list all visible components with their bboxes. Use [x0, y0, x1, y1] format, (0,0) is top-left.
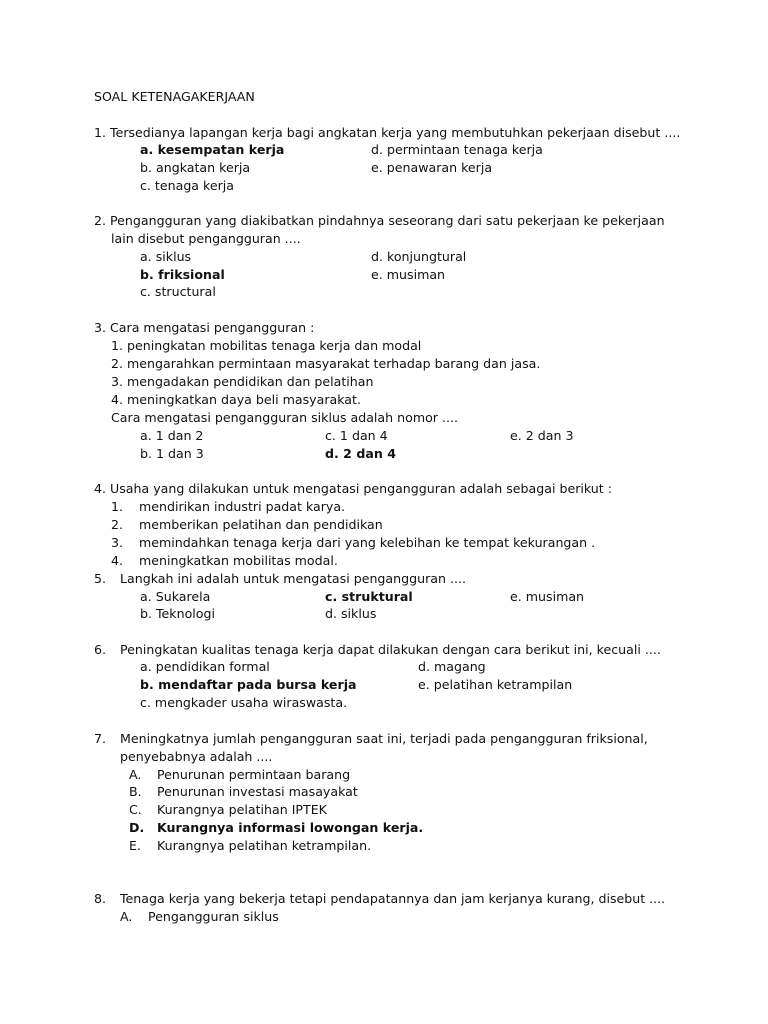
q7-option-letter: B.	[129, 784, 142, 799]
q4-item-text: memindahkan tenaga kerja dari yang kelebihan ke tempat kekurangan .	[139, 535, 596, 550]
q7-option-letter: C.	[129, 802, 142, 817]
question-3-text: 3. Cara mengatasi pengangguran :	[94, 320, 315, 335]
question-5-text: Langkah ini adalah untuk mengatasi pengangguran ....	[120, 571, 466, 586]
question-8-number: 8.	[94, 891, 107, 906]
q7-option-text: Kurangnya pelatihan IPTEK	[157, 802, 327, 817]
q3-item-3: 3. mengadakan pendidikan dan pelatihan	[111, 374, 374, 389]
q6-option-d: d. magang	[418, 659, 486, 674]
question-6-number: 6.	[94, 642, 107, 657]
question-4-text: 4. Usaha yang dilakukan untuk mengatasi pengangguran adalah sebagai berikut :	[94, 481, 612, 496]
q1-option-b: b. angkatan kerja	[140, 160, 251, 175]
q3-option-e: e. 2 dan 3	[510, 428, 574, 443]
q1-option-a: a. kesempatan kerja	[140, 142, 285, 157]
q5-option-d: d. siklus	[325, 606, 377, 621]
q3-item-2: 2. mengarahkan permintaan masyarakat terhadap barang dan jasa.	[111, 356, 541, 371]
q2-option-b: b. friksional	[140, 267, 225, 282]
q4-item-num: 2.	[111, 517, 124, 532]
q7-option-letter: A.	[129, 767, 142, 782]
q3-item-1: 1. peningkatan mobilitas tenaga kerja dan modal	[111, 338, 422, 353]
q3-option-b: b. 1 dan 3	[140, 446, 204, 461]
q5-option-b: b. Teknologi	[140, 606, 215, 621]
q7-option-letter: E.	[129, 838, 141, 853]
q1-option-c: c. tenaga kerja	[140, 178, 235, 193]
q1-option-e: e. penawaran kerja	[371, 160, 493, 175]
q6-option-a: a. pendidikan formal	[140, 659, 270, 674]
q6-option-b: b. mendaftar pada bursa kerja	[140, 677, 357, 692]
question-2-text-cont: lain disebut pengangguran ....	[111, 231, 301, 246]
question-7-text-cont: penyebabnya adalah ....	[120, 749, 273, 764]
q4-item-num: 4.	[111, 553, 124, 568]
q7-option-letter: D.	[129, 820, 145, 835]
q5-option-a: a. Sukarela	[140, 589, 211, 604]
q1-option-d: d. permintaan tenaga kerja	[371, 142, 543, 157]
q3-option-d: d. 2 dan 4	[325, 446, 396, 461]
q7-option-text: Penurunan investasi masayakat	[157, 784, 358, 799]
q5-option-e: e. musiman	[510, 589, 585, 604]
document-title: SOAL KETENAGAKERJAAN	[94, 89, 255, 104]
q6-option-e: e. pelatihan ketrampilan	[418, 677, 573, 692]
q7-option-text: Kurangnya informasi lowongan kerja.	[157, 820, 424, 835]
question-8-text: Tenaga kerja yang bekerja tetapi pendapatannya dan jam kerjanya kurang, disebut ....	[120, 891, 666, 906]
q7-option-text: Penurunan permintaan barang	[157, 767, 351, 782]
q2-option-c: c. structural	[140, 284, 216, 299]
q2-option-d: d. konjungtural	[371, 249, 467, 264]
q3-question: Cara mengatasi pengangguran siklus adalah nomor ....	[111, 410, 458, 425]
q4-item-text: meningkatkan mobilitas modal.	[139, 553, 338, 568]
q2-option-e: e. musiman	[371, 267, 446, 282]
q8-option-text: Pengangguran siklus	[148, 909, 279, 924]
q8-option-letter: A.	[120, 909, 133, 924]
q7-option-text: Kurangnya pelatihan ketrampilan.	[157, 838, 372, 853]
q3-item-4: 4. meningkatkan daya beli masyarakat.	[111, 392, 361, 407]
q4-item-num: 1.	[111, 499, 124, 514]
q4-item-text: mendirikan industri padat karya.	[139, 499, 346, 514]
question-2-text: 2. Pengangguran yang diakibatkan pindahnya seseorang dari satu pekerjaan ke pekerjaan	[94, 213, 665, 228]
question-7-number: 7.	[94, 731, 107, 746]
q3-option-a: a. 1 dan 2	[140, 428, 204, 443]
q4-item-num: 3.	[111, 535, 124, 550]
question-1-text: 1. Tersedianya lapangan kerja bagi angkatan kerja yang membutuhkan pekerjaan disebut ....	[94, 125, 681, 140]
q3-option-c: c. 1 dan 4	[325, 428, 388, 443]
q6-option-c: c. mengkader usaha wiraswasta.	[140, 695, 348, 710]
q4-item-text: memberikan pelatihan dan pendidikan	[139, 517, 383, 532]
q5-option-c: c. struktural	[325, 589, 413, 604]
question-7-text: Meningkatnya jumlah pengangguran saat ini, terjadi pada pengangguran friksional,	[120, 731, 648, 746]
question-6-text: Peningkatan kualitas tenaga kerja dapat dilakukan dengan cara berikut ini, kecuali ....	[120, 642, 661, 657]
question-5-number: 5.	[94, 571, 107, 586]
q2-option-a: a. siklus	[140, 249, 192, 264]
